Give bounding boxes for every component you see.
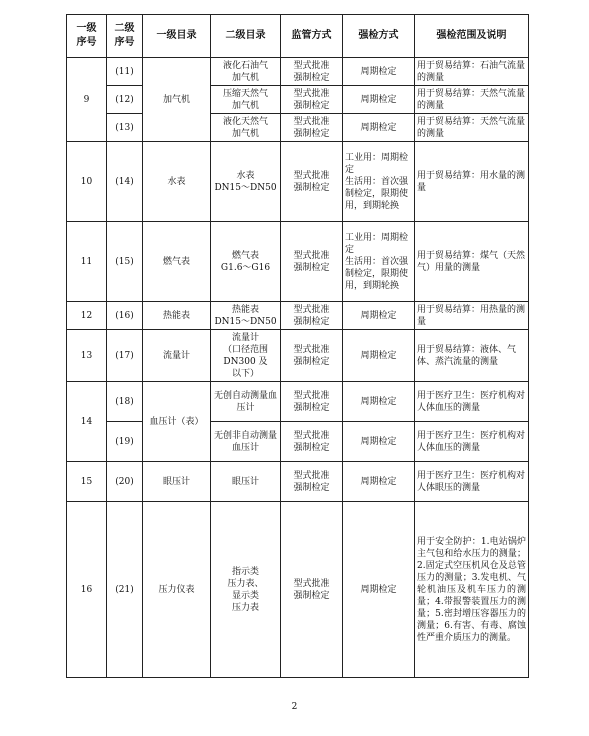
supervision-method: [281, 86, 343, 114]
inspection-method: 周期检定: [343, 382, 415, 422]
cell-text: 热能表 DN15～DN50: [214, 304, 277, 327]
table-row: [67, 58, 529, 86]
supervision-method: [281, 222, 343, 302]
level2-no: (13): [107, 114, 143, 142]
level2-category: 无创自动测量血压计: [211, 382, 281, 422]
scope: 用于贸易结算：液体、气体、蒸汽流量的测量: [415, 330, 529, 382]
table-row: [67, 462, 529, 502]
table-row: [67, 222, 529, 302]
level2-no: (16): [107, 302, 143, 330]
supervision-method: [281, 382, 343, 422]
measuring-instruments-table: [66, 14, 529, 678]
level2-no: (20): [107, 462, 143, 502]
level2-category: 无创非自动测量血压计: [211, 422, 281, 462]
header-level2-category: 二级目录: [211, 15, 281, 58]
level2-category: [211, 86, 281, 114]
level1-category: 血压计（表）: [143, 382, 211, 462]
level1-category: 流量计: [143, 330, 211, 382]
scope: 用于贸易结算：天然气流量的测量: [415, 114, 529, 142]
scope: 用于贸易结算：天然气流量的测量: [415, 86, 529, 114]
scope: 用于贸易结算：用热量的测量: [415, 302, 529, 330]
cell-text: 型式批准 强制检定: [293, 470, 330, 493]
level2-no: (14): [107, 142, 143, 222]
header-level1-no: [67, 15, 107, 58]
supervision-method: [281, 302, 343, 330]
table-row: [67, 330, 529, 382]
header-text: 二级 序号: [114, 23, 135, 48]
inspection-method: 周期检定: [343, 462, 415, 502]
cell-text: 液化石油气 加气机: [222, 60, 268, 83]
scope: 用于贸易结算：石油气流量的测量: [415, 58, 529, 86]
header-supervision-method: 监管方式: [281, 15, 343, 58]
level2-category: [211, 330, 281, 382]
scope: 用于贸易结算：煤气（天然气）用量的测量: [415, 222, 529, 302]
cell-text: 型式批准 强制检定: [293, 170, 330, 193]
level1-no: 10: [67, 142, 107, 222]
cell-text: 型式批准 强制检定: [293, 430, 330, 453]
level1-no: 9: [67, 58, 107, 142]
supervision-method: [281, 462, 343, 502]
header-level1-category: 一级目录: [143, 15, 211, 58]
inspection-method: 周期检定: [343, 302, 415, 330]
scope: 用于医疗卫生：医疗机构对人体眼压的测量: [415, 462, 529, 502]
cell-text: 流量计 （口径范围 DN300 及 以下）: [222, 332, 268, 379]
supervision-method: [281, 330, 343, 382]
level2-category: 眼压计: [211, 462, 281, 502]
header-text: 一级 序号: [76, 23, 97, 48]
header-level2-no: [107, 15, 143, 58]
cell-text: 工业用：周期检定 生活用：首次强制检定，限期使用，到期轮换: [345, 152, 409, 211]
level2-category: [211, 58, 281, 86]
level2-no: (15): [107, 222, 143, 302]
level2-no: (12): [107, 86, 143, 114]
header-inspection-method: 强检方式: [343, 15, 415, 58]
cell-text: 型式批准 强制检定: [293, 116, 330, 139]
inspection-method: 周期检定: [343, 422, 415, 462]
table-row: [67, 142, 529, 222]
cell-text: 型式批准 强制检定: [293, 88, 330, 111]
cell-text: 型式批准 强制检定: [293, 304, 330, 327]
cell-text: 压缩天然气 加气机: [222, 88, 268, 111]
table-row: [67, 302, 529, 330]
level2-category: [211, 222, 281, 302]
level1-category: 压力仪表: [143, 502, 211, 678]
inspection-method: [343, 142, 415, 222]
level2-category: [211, 142, 281, 222]
inspection-method: 周期检定: [343, 86, 415, 114]
level2-no: (18): [107, 382, 143, 422]
cell-text: 工业用：周期检定 生活用：首次强制检定，限期使用，到期轮换: [345, 232, 409, 291]
cell-text: 指示类 压力表、 显示类 压力表: [227, 566, 264, 613]
supervision-method: [281, 422, 343, 462]
table-row: [67, 502, 529, 678]
scope: 用于医疗卫生：医疗机构对人体血压的测量: [415, 382, 529, 422]
level1-no: 14: [67, 382, 107, 462]
inspection-method: 周期检定: [343, 114, 415, 142]
level1-no: 16: [67, 502, 107, 678]
scope: 用于安全防护：1.电站锅炉主气包和给水压力的测量；2.固定式空压机风仓及总管压力的测量；3.发电机、气轮机油压及机车压力的测量；4.带报警装置压力的测量；5.密封增压容器压力的测量；6.有害、有毒、腐蚀性严重介质压力的测量。: [415, 502, 529, 678]
inspection-method: [343, 222, 415, 302]
level1-no: 13: [67, 330, 107, 382]
level2-category: [211, 502, 281, 678]
level1-no: 15: [67, 462, 107, 502]
table-row: [67, 382, 529, 422]
inspection-method: 周期检定: [343, 330, 415, 382]
table-row: [67, 114, 529, 142]
table-row: [67, 86, 529, 114]
supervision-method: [281, 58, 343, 86]
scope: 用于医疗卫生：医疗机构对人体血压的测量: [415, 422, 529, 462]
cell-text: 液化天然气 加气机: [222, 116, 268, 139]
supervision-method: [281, 142, 343, 222]
level2-category: [211, 114, 281, 142]
cell-text: 型式批准 强制检定: [293, 578, 330, 601]
page-number: 2: [291, 702, 298, 712]
level2-no: (21): [107, 502, 143, 678]
level1-no: 11: [67, 222, 107, 302]
level2-no: (19): [107, 422, 143, 462]
level1-category: 燃气表: [143, 222, 211, 302]
cell-text: 型式批准 强制检定: [293, 344, 330, 367]
level1-category: 加气机: [143, 58, 211, 142]
scope: 用于贸易结算：用水量的测量: [415, 142, 529, 222]
level1-category: 热能表: [143, 302, 211, 330]
inspection-method: 周期检定: [343, 502, 415, 678]
table-header-row: [67, 15, 529, 58]
supervision-method: [281, 502, 343, 678]
inspection-method: 周期检定: [343, 58, 415, 86]
level1-no: 12: [67, 302, 107, 330]
cell-text: 型式批准 强制检定: [293, 390, 330, 413]
level1-category: 眼压计: [143, 462, 211, 502]
cell-text: 水表 DN15～DN50: [214, 170, 277, 193]
cell-text: 型式批准 强制检定: [293, 250, 330, 273]
supervision-method: [281, 114, 343, 142]
cell-text: 燃气表 G1.6～G16: [220, 250, 271, 273]
level2-category: [211, 302, 281, 330]
header-scope: 强检范围及说明: [415, 15, 529, 58]
level2-no: (17): [107, 330, 143, 382]
cell-text: 型式批准 强制检定: [293, 60, 330, 83]
table-row: [67, 422, 529, 462]
level2-no: (11): [107, 58, 143, 86]
level1-category: 水表: [143, 142, 211, 222]
